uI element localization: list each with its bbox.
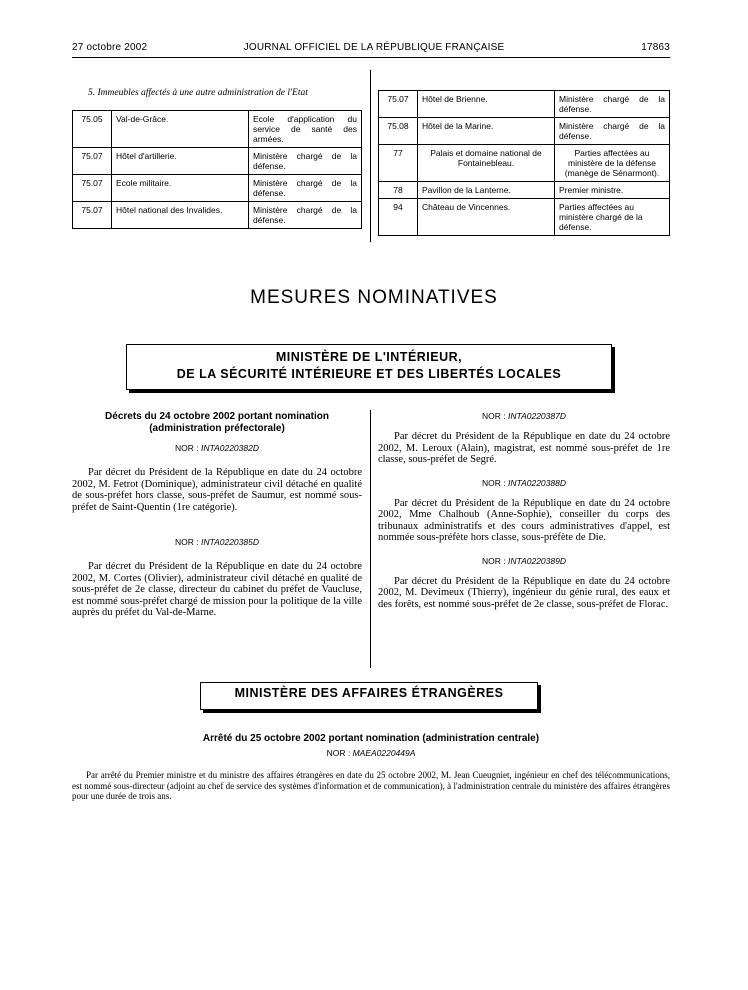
nor-code: INTA0220382D [201,443,259,453]
decree-paragraph: Par décret du Président de la République en date du 24 octobre 2002, M. Leroux (Alain), magistrat, est nommé sous-préfet de 1re classe, sous-préfet de Segré. [378,431,670,465]
nor-reference [72,537,362,547]
table-row [379,118,670,145]
table-cell-affectation: Parties affectées au ministère chargé de la défense. [555,199,670,236]
table-cell-code: 75.07 [73,202,112,229]
table-cell-affectation: Premier ministre. [555,182,670,199]
right-table [378,90,670,236]
arrete-paragraph: Par arrêté du Premier ministre et du ministre des affaires étrangères en date du 25 octobre 2002, M. Jean Cueugniet, ingénieur en chef des télécommunications, est nommé sous-directeur (adjoint au chef de service des systèmes d'information et de communication), à l'administration centrale du ministère des affaires étrangères pour une durée de trois ans. [72,770,670,801]
ministry-interior-box [126,344,612,390]
decree-paragraph: Par décret du Président de la République en date du 24 octobre 2002, Mme Chalhoub (Anne-Sophie), conseiller du corps des tribunaux administratifs et des cours administratives d'appel, est nommée sous-préfète hors classe, sous-préfète de Die. [378,497,670,543]
decree-paragraph: Par décret du Président de la République en date du 24 octobre 2002, M. Devimeux (Thierry), ingénieur du génie rural, des eaux et des forêts, est nommé sous-préfet de 2e classe, sous-préfet de Florac. [378,575,670,610]
header-journal-title: JOURNAL OFFICIEL DE LA RÉPUBLIQUE FRANÇAISE [243,42,505,53]
table-cell-code: 75.08 [379,118,418,145]
table-row [379,199,670,236]
table-cell-name: Hôtel national des Invalides. [112,202,249,229]
table-cell-affectation: Ministère chargé de la défense. [249,202,362,229]
nor-reference [72,748,670,758]
table-cell-name: Château de Vincennes. [418,199,555,236]
nor-reference [378,478,670,488]
table-cell-name: Ecole militaire. [112,175,249,202]
table-row [73,148,362,175]
decree-paragraph: Par décret du Président de la République en date du 24 octobre 2002, M. Cortes (Olivier), administrateur civil détaché en qualité de sous-préfet de 2e classe, directeur du cabinet du préfet de Vaucluse, est nommé sous-préfet chargé de mission pour la politique de la ville auprès du préfet du Val-de-Marne. [72,561,362,618]
table-cell-affectation: Parties affectées au ministère de la défense (manège de Sénarmont). [555,145,670,182]
nor-label: NOR : [482,411,506,421]
nor-label: NOR : [326,748,351,758]
table-cell-code: 75.07 [73,148,112,175]
nor-label: NOR : [175,443,199,453]
table-cell-affectation: Ministère chargé de la défense. [555,118,670,145]
table-cell-code: 78 [379,182,418,199]
left-table [72,110,362,229]
table-cell-name: Val-de-Grâce. [112,111,249,148]
table-row [379,182,670,199]
table-row [73,202,362,229]
decrees-title [72,411,362,435]
table-cell-code: 75.07 [379,91,418,118]
arrete-title: Arrêté du 25 octobre 2002 portant nomination (administration centrale) [202,733,540,744]
ministry-foreign-affairs-title: MINISTÈRE DES AFFAIRES ÉTRANGÈRES [234,686,504,700]
header-page-number: 17863 [641,42,670,53]
header-rule [72,57,670,58]
decrees-title-line2: (administration préfectorale) [149,423,285,434]
nor-reference [72,443,362,453]
table-cell-code: 75.07 [73,175,112,202]
nor-code: INTA0220389D [508,555,566,566]
decree-paragraph: Par décret du Président de la République en date du 24 octobre 2002, M. Fetrot (Dominique), administrateur civil détaché en qualité de sous-préfet hors classe, sous-préfet de Saumur, est nommé sous-préfet de Saint-Quentin (1re catégorie). [72,467,362,513]
table-cell-code: 77 [379,145,418,182]
table-cell-affectation: Ministère chargé de la défense. [555,91,670,118]
table-cell-name: Palais et domaine national de Fontainebleau. [418,145,555,182]
table-cell-name: Hôtel de Brienne. [418,91,555,118]
table-cell-affectation: Ecole d'application du service de santé des armées. [249,111,362,148]
nor-code: INTA0220385D [201,537,259,547]
table-row [379,91,670,118]
left-column [72,411,362,619]
table-row [73,111,362,148]
table-cell-code: 94 [379,199,418,236]
section-title: 5. Immeubles affectés à une autre administration de l'Etat [88,88,308,98]
nor-reference [378,556,670,566]
column-separator [370,410,371,668]
nor-label: NOR : [482,477,506,488]
table-cell-name: Hôtel d'artillerie. [112,148,249,175]
decrees-title-line1: Décrets du 24 octobre 2002 portant nomination [105,411,329,422]
nor-code: INTA0220387D [508,411,566,421]
table-row [73,175,362,202]
table-row [379,145,670,182]
ministry-interior-line1: MINISTÈRE DE L'INTÉRIEUR, [275,350,463,364]
ministry-foreign-affairs-box [200,682,538,710]
right-column [378,411,670,610]
ministry-interior-line2: DE LA SÉCURITÉ INTÉRIEURE ET DES LIBERTÉS LOCALES [176,367,562,381]
nor-label: NOR : [175,537,199,547]
table-cell-name: Hôtel de la Marine. [418,118,555,145]
mesures-nominatives-title: MESURES NOMINATIVES [250,287,498,308]
table-cell-code: 75.05 [73,111,112,148]
header-date: 27 octobre 2002 [72,42,148,53]
table-cell-affectation: Ministère chargé de la défense. [249,175,362,202]
table-cell-affectation: Ministère chargé de la défense. [249,148,362,175]
column-separator [370,70,371,242]
nor-reference [378,411,670,421]
table-cell-name: Pavillon de la Lanterne. [418,182,555,199]
nor-code: INTA0220388D [508,477,566,488]
nor-code: MAEA0220449A [352,748,416,758]
nor-label: NOR : [482,555,506,566]
